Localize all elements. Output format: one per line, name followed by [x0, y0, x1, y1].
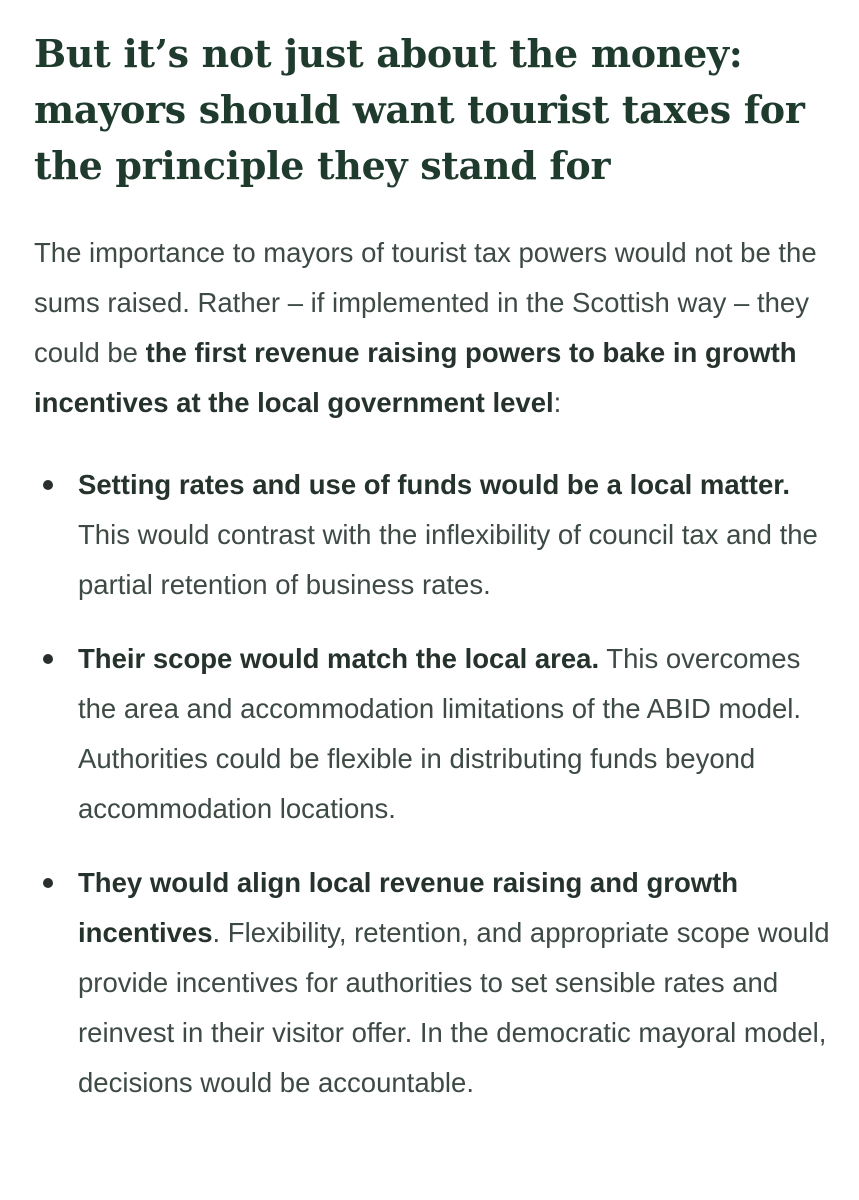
- bullet-icon: [43, 654, 53, 664]
- list-item: [34, 858, 834, 1108]
- intro-paragraph: [34, 228, 834, 428]
- intro-text: The importance to mayors of tourist tax powers would not be the sums raised. Rather – if implemented in the Scottish way – they could be: [34, 237, 817, 368]
- section-heading: But it’s not just about the money: mayors should want tourist taxes for the principle they stand for: [34, 31, 805, 188]
- bullet-icon: [43, 878, 53, 888]
- article-section: [34, 26, 834, 1132]
- bullet-list: [34, 460, 834, 1108]
- list-item: [34, 634, 834, 834]
- bullet-lead: Their scope would match the local area.: [78, 643, 600, 674]
- list-item: [34, 460, 834, 610]
- intro-emphasis: the first revenue raising powers to bake in growth incentives at the local government level: [34, 337, 797, 418]
- bullet-lead: Setting rates and use of funds would be a local matter.: [78, 469, 791, 500]
- bullet-icon: [43, 480, 53, 490]
- bullet-lead: They would align local revenue raising and growth incentives: [78, 867, 739, 948]
- bullet-text: . Flexibility, retention, and appropriate scope would provide incentives for authorities to set sensible rates and reinvest in their visitor offer. In the democratic mayoral model, decisions would be accountable.: [78, 917, 830, 1098]
- bullet-text: This would contrast with the inflexibility of council tax and the partial retention of business rates.: [78, 519, 818, 600]
- bullet-text: This overcomes the area and accommodation limitations of the ABID model. Authorities could be flexible in distributing funds beyond accommodation locations.: [78, 643, 802, 824]
- intro-tail: :: [553, 387, 562, 418]
